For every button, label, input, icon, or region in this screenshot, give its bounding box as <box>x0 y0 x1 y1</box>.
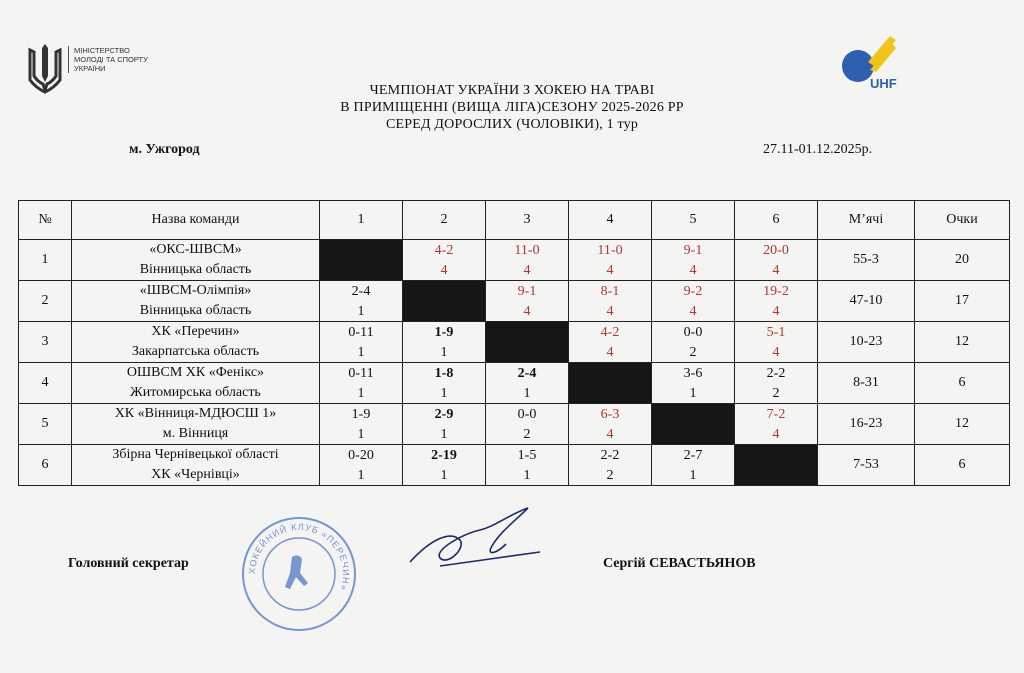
match-points: 1 <box>357 467 365 483</box>
match-score: 1-9 <box>351 406 371 422</box>
balls-total: 7-53 <box>818 445 915 486</box>
match-cell <box>403 240 486 281</box>
match-cell <box>403 322 486 363</box>
match-score: 0-0 <box>683 324 703 340</box>
header-num: № <box>19 201 72 240</box>
team-name <box>72 445 320 486</box>
team-name <box>72 240 320 281</box>
row-number: 2 <box>19 281 72 322</box>
table-row <box>19 240 1010 281</box>
table-header-row <box>19 201 1010 240</box>
table-row <box>19 404 1010 445</box>
team-title: ХК «Перечин» <box>151 324 240 339</box>
match-points: 2 <box>606 467 614 483</box>
match-cell <box>320 445 403 486</box>
match-points: 4 <box>523 262 531 278</box>
team-name <box>72 322 320 363</box>
ministry-name: МІНІСТЕРСТВО МОЛОДІ ТА СПОРТУ УКРАЇНИ <box>68 46 154 73</box>
city: м. Ужгород <box>129 142 200 157</box>
team-region: ХК «Чернівці» <box>151 467 240 482</box>
match-score: 11-0 <box>597 242 623 258</box>
balls-total: 47-10 <box>818 281 915 322</box>
team-name <box>72 281 320 322</box>
match-cell <box>735 404 818 445</box>
match-points: 1 <box>357 344 365 360</box>
match-points: 1 <box>689 385 697 401</box>
match-cell <box>403 404 486 445</box>
header-points: Очки <box>915 201 1010 240</box>
row-number: 6 <box>19 445 72 486</box>
points-total: 6 <box>915 363 1010 404</box>
team-region: м. Вінниця <box>162 426 229 441</box>
header-balls: М’ячі <box>818 201 915 240</box>
stamp-text: ХОКЕЙНИЙ КЛУБ «ПЕРЕЧИН» <box>246 521 352 593</box>
match-cell <box>569 445 652 486</box>
match-points: 4 <box>523 303 531 319</box>
header-g1: 1 <box>320 201 403 240</box>
row-number: 1 <box>19 240 72 281</box>
match-points: 2 <box>689 344 697 360</box>
team-region: Закарпатська область <box>131 344 260 359</box>
match-cell <box>403 363 486 404</box>
match-points: 4 <box>772 303 780 319</box>
team-title: ХК «Вінниця-МДЮСШ 1» <box>114 406 277 421</box>
match-points: 4 <box>606 426 614 442</box>
points-total: 12 <box>915 322 1010 363</box>
match-cell <box>652 363 735 404</box>
match-score: 1-9 <box>434 324 454 340</box>
match-points: 1 <box>440 426 448 442</box>
header-team: Назва команди <box>72 201 320 240</box>
match-cell <box>403 445 486 486</box>
header-g5: 5 <box>652 201 735 240</box>
team-title: ОШВСМ ХК «Фенікс» <box>126 365 265 380</box>
title-line-2: В ПРИМІЩЕННІ (ВИЩА ЛІГА)СЕЗОНУ 2025-2026 РР <box>340 100 684 115</box>
match-score: 11-0 <box>514 242 540 258</box>
match-points: 2 <box>523 426 531 442</box>
match-points: 1 <box>357 426 365 442</box>
hockey-player-icon <box>285 555 308 589</box>
header-g3: 3 <box>486 201 569 240</box>
points-total: 6 <box>915 445 1010 486</box>
self-match-cell <box>652 404 735 445</box>
match-cell <box>569 322 652 363</box>
match-points: 4 <box>606 303 614 319</box>
match-score: 19-2 <box>763 283 789 299</box>
match-points: 1 <box>689 467 697 483</box>
match-cell <box>652 322 735 363</box>
match-points: 4 <box>440 262 448 278</box>
table-row <box>19 363 1010 404</box>
match-points: 4 <box>772 344 780 360</box>
team-name <box>72 404 320 445</box>
match-points: 1 <box>440 344 448 360</box>
team-region: Вінницька область <box>139 303 252 318</box>
match-cell <box>735 363 818 404</box>
match-score: 2-4 <box>517 365 537 381</box>
title-line-3: СЕРЕД ДОРОСЛИХ (ЧОЛОВІКИ), 1 тур <box>385 117 639 132</box>
team-name <box>72 363 320 404</box>
self-match-cell <box>403 281 486 322</box>
match-score: 9-1 <box>517 283 537 299</box>
uhf-logo-icon <box>840 30 900 90</box>
match-score: 3-6 <box>683 365 703 381</box>
match-score: 0-20 <box>348 447 374 463</box>
self-match-cell <box>569 363 652 404</box>
match-score: 4-2 <box>600 324 620 340</box>
signature <box>400 500 550 580</box>
match-cell <box>735 281 818 322</box>
match-score: 6-3 <box>600 406 620 422</box>
secretary-label: Головний секретар <box>68 556 189 571</box>
points-total: 17 <box>915 281 1010 322</box>
table-row <box>19 322 1010 363</box>
match-score: 1-8 <box>434 365 454 381</box>
match-points: 4 <box>772 426 780 442</box>
match-score: 1-5 <box>517 447 537 463</box>
uhf-label: UHF <box>870 76 897 90</box>
match-score: 2-9 <box>434 406 454 422</box>
match-cell <box>569 281 652 322</box>
match-score: 2-2 <box>600 447 620 463</box>
team-title: «ШВСМ-Олімпія» <box>139 283 252 298</box>
match-cell <box>569 404 652 445</box>
match-points: 4 <box>689 262 697 278</box>
match-points: 1 <box>440 385 448 401</box>
match-points: 4 <box>606 344 614 360</box>
match-points: 1 <box>357 303 365 319</box>
match-score: 2-19 <box>431 447 457 463</box>
title-line-1: ЧЕМПІОНАТ УКРАЇНИ З ХОКЕЮ НА ТРАВІ <box>369 83 655 98</box>
match-score: 20-0 <box>763 242 789 258</box>
match-cell <box>486 240 569 281</box>
signer-name: Сергій СЕВАСТЬЯНОВ <box>603 556 756 571</box>
table-row <box>19 445 1010 486</box>
self-match-cell <box>486 322 569 363</box>
match-cell <box>486 281 569 322</box>
self-match-cell <box>735 445 818 486</box>
balls-total: 8-31 <box>818 363 915 404</box>
results-table <box>18 200 1010 486</box>
match-score: 2-7 <box>683 447 703 463</box>
match-cell <box>652 281 735 322</box>
header-g4: 4 <box>569 201 652 240</box>
self-match-cell <box>320 240 403 281</box>
match-score: 0-11 <box>348 365 374 381</box>
table-body <box>19 240 1010 486</box>
match-cell <box>320 363 403 404</box>
match-points: 2 <box>772 385 780 401</box>
club-stamp <box>240 515 358 633</box>
match-cell <box>486 363 569 404</box>
match-score: 9-2 <box>683 283 703 299</box>
team-title: Збірна Чернівецької області <box>112 447 279 462</box>
balls-total: 55-3 <box>818 240 915 281</box>
points-total: 12 <box>915 404 1010 445</box>
match-cell <box>652 445 735 486</box>
row-number: 4 <box>19 363 72 404</box>
points-total: 20 <box>915 240 1010 281</box>
match-score: 0-0 <box>517 406 537 422</box>
match-score: 7-2 <box>766 406 786 422</box>
match-points: 1 <box>523 385 531 401</box>
balls-total: 10-23 <box>818 322 915 363</box>
match-score: 8-1 <box>600 283 620 299</box>
match-score: 0-11 <box>348 324 374 340</box>
team-region: Вінницька область <box>139 262 252 277</box>
match-points: 4 <box>606 262 614 278</box>
match-cell <box>735 322 818 363</box>
match-score: 4-2 <box>434 242 454 258</box>
match-cell <box>652 240 735 281</box>
match-cell <box>320 404 403 445</box>
dates: 27.11-01.12.2025р. <box>763 142 873 157</box>
table-row <box>19 281 1010 322</box>
balls-total: 16-23 <box>818 404 915 445</box>
match-cell <box>735 240 818 281</box>
match-points: 1 <box>440 467 448 483</box>
row-number: 3 <box>19 322 72 363</box>
match-cell <box>486 404 569 445</box>
document-title <box>0 82 1024 133</box>
match-points: 1 <box>357 385 365 401</box>
match-points: 1 <box>523 467 531 483</box>
team-region: Житомирська область <box>130 385 261 400</box>
match-points: 4 <box>689 303 697 319</box>
match-score: 5-1 <box>766 324 786 340</box>
match-score: 9-1 <box>683 242 703 258</box>
match-cell <box>320 281 403 322</box>
match-cell <box>569 240 652 281</box>
match-points: 4 <box>772 262 780 278</box>
header-g6: 6 <box>735 201 818 240</box>
header-g2: 2 <box>403 201 486 240</box>
team-title: «ОКС-ШВСМ» <box>149 242 242 257</box>
row-number: 5 <box>19 404 72 445</box>
match-cell <box>486 445 569 486</box>
match-score: 2-2 <box>766 365 786 381</box>
match-cell <box>320 322 403 363</box>
match-score: 2-4 <box>351 283 371 299</box>
